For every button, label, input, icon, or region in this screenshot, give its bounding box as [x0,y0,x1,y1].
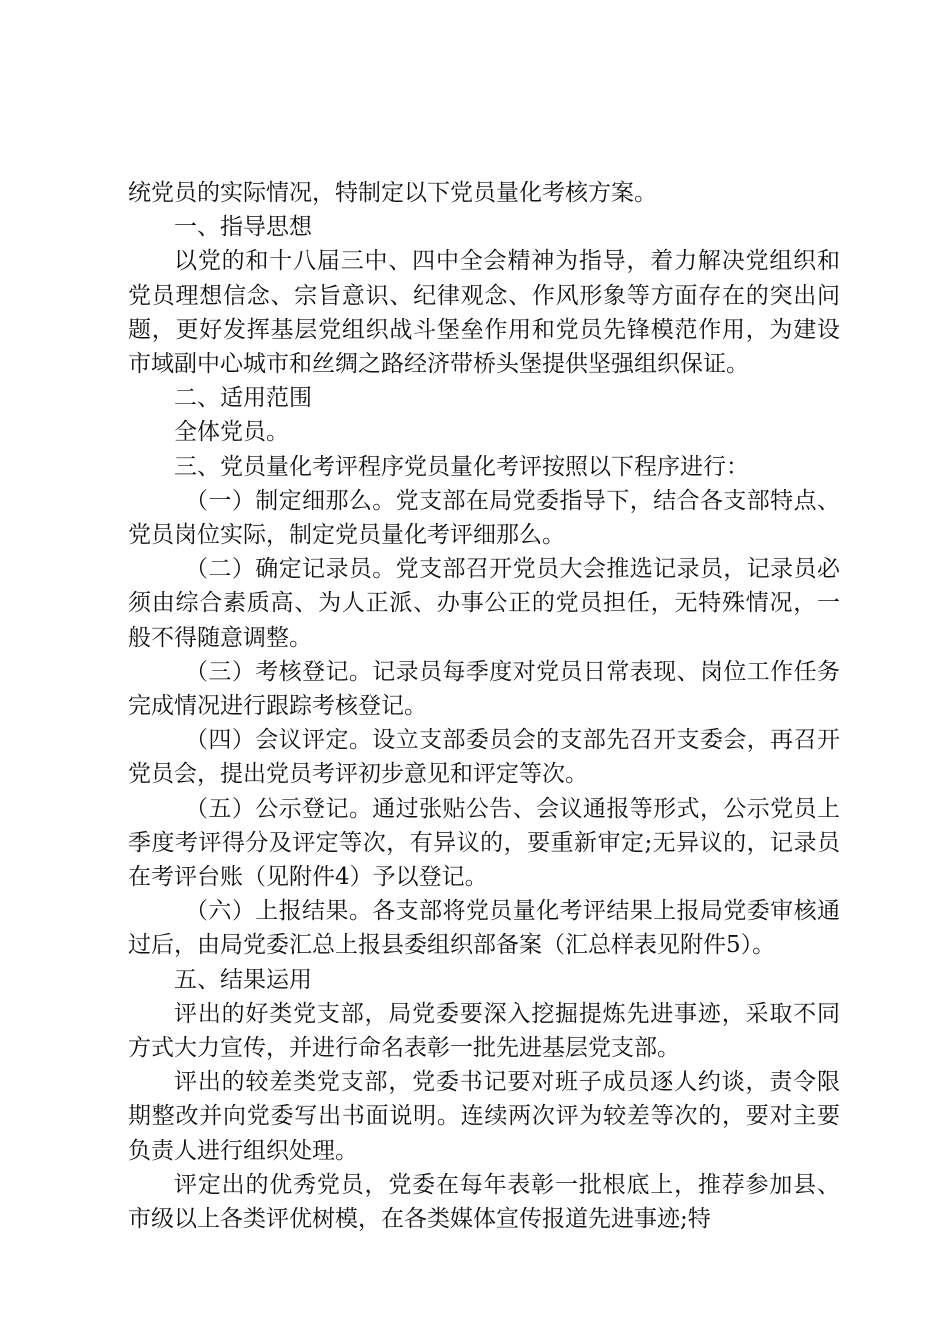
procedure-step-2: （二）确定记录员。党支部召开党员大会推选记录员，记录员必须由综合素质高、为人正派、办事公正的党员担任，无特殊情况，一般不得随意调整。 [128,556,840,651]
heading-results-usage: 五、结果运用 [174,966,312,993]
paragraph-results-good-branch: 评出的好类党支部，局党委要深入挖掘提炼先进事迹，采取不同方式大力宣传，并进行命名表彰一批先进基层党支部。 [128,1000,840,1062]
procedure-step-5: （五）公示登记。通过张贴公告、会议通报等形式，公示党员上季度考评得分及评定等次，有异议的，要重新审定;无异议的，记录员在考评台账（见附件4）予以登记。 [128,795,840,891]
heading-procedure: 三、党员量化考评程序党员量化考评按照以下程序进行： [174,453,749,480]
paragraph-scope: 全体党员。 [174,419,289,446]
paragraph-intro-continuation: 统党员的实际情况，特制定以下党员量化考核方案。 [128,180,657,206]
procedure-step-3: （三）考核登记。记录员每季度对党员日常表现、岗位工作任务完成情况进行跟踪考核登记。 [128,658,840,720]
paragraph-results-poor-branch: 评出的较差类党支部，党委书记要对班子成员逐人约谈，责令限期整改并向党委写出书面说明。连续两次评为较差等次的，要对主要负责人进行组织处理。 [128,1069,840,1164]
procedure-step-6: （六）上报结果。各支部将党员量化考评结果上报局党委审核通过后，由局党委汇总上报县委组织部备案（汇总样表见附件5）。 [128,898,840,959]
heading-guiding-thought: 一、指导思想 [174,214,312,241]
procedure-step-1: （一）制定细那么。党支部在局党委指导下，结合各支部特点、党员岗位实际，制定党员量化考评细那么。 [128,487,840,549]
procedure-step-4: （四）会议评定。设立支部委员会的支部先召开支委会，再召开党员会，提出党员考评初步意见和评定等次。 [128,727,840,788]
document-body [128,176,840,1236]
paragraph-results-excellent-member: 评定出的优秀党员，党委在每年表彰一批根底上，推荐参加县、市级以上各类评优树模，在各类媒体宣传报道先进事迹;特 [128,1171,840,1233]
heading-scope: 二、适用范围 [174,385,312,412]
paragraph-guiding-thought: 以党的和十八届三中、四中全会精神为指导，着力解决党组织和党员理想信念、宗旨意识、纪律观念、作风形象等方面存在的突出问题，更好发挥基层党组织战斗堡垒作用和党员先锋模范作用，为建设市域副中心城市和丝绸之路经济带桥头堡提供坚强组织保证。 [128,248,840,378]
